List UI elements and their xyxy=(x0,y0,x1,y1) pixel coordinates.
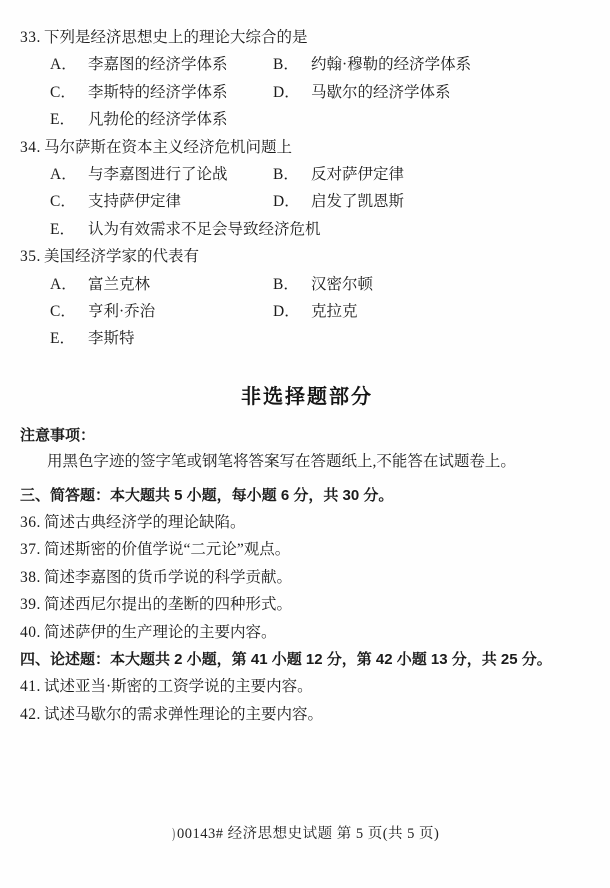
option-label: E． xyxy=(50,330,75,348)
question-text: 简述斯密的价值学说“二元论”观点。 xyxy=(44,541,291,559)
notice-text: 用黑色字迹的签字笔或钢笔将答案写在答题纸上,不能答在试题卷上。 xyxy=(47,452,516,470)
question-stem: 马尔萨斯在资本主义经济危机问题上 xyxy=(44,138,293,156)
option-e xyxy=(50,111,228,128)
option-a xyxy=(50,271,273,298)
option-c xyxy=(50,188,273,215)
option-d xyxy=(273,79,451,106)
question-number: 41. xyxy=(20,678,41,696)
question-text: 试述亚当·斯密的工资学说的主要内容。 xyxy=(44,678,313,696)
question-35-stem-row xyxy=(20,243,594,270)
notice-label: 注意事项： xyxy=(20,426,96,444)
option-label: A． xyxy=(50,165,77,183)
option-a xyxy=(50,51,273,78)
question-39-row xyxy=(20,591,594,618)
option-text: 克拉克 xyxy=(311,302,358,320)
question-35-options-cd xyxy=(20,298,594,325)
option-e xyxy=(50,330,135,347)
question-number: 37. xyxy=(20,541,41,559)
option-d xyxy=(273,188,404,215)
question-text: 简述西尼尔提出的垄断的四种形式。 xyxy=(44,596,293,614)
short-answer-section-header: 三、简答题：本大题共 5 小题，每小题 6 分，共 30 分。 xyxy=(20,486,394,504)
question-number: 33. xyxy=(20,29,41,46)
question-number: 40. xyxy=(20,623,41,641)
question-33-option-e xyxy=(20,106,594,133)
question-33-stem-row xyxy=(20,24,594,51)
question-text: 简述萨伊的生产理论的主要内容。 xyxy=(44,623,277,641)
question-stem: 下列是经济思想史上的理论大综合的是 xyxy=(44,29,308,46)
footer-text: 00143# 经济思想史试题 第 5 页(共 5 页) xyxy=(176,826,440,842)
option-label: C． xyxy=(50,193,76,211)
option-text: 与李嘉图进行了论战 xyxy=(88,165,228,183)
essay-section-header: 四、论述题：本大题共 2 小题，第 41 小题 12 分，第 42 小题 13 分，共 25 分。 xyxy=(20,651,552,669)
question-text: 简述古典经济学的理论缺陷。 xyxy=(44,514,246,532)
question-42-row xyxy=(20,701,594,728)
option-c xyxy=(50,298,273,325)
question-40-row xyxy=(20,619,594,646)
option-label: D． xyxy=(273,302,300,320)
question-text: 简述李嘉图的货币学说的科学贡献。 xyxy=(44,568,293,586)
option-label: E． xyxy=(50,220,75,238)
question-34-options-cd xyxy=(20,188,594,215)
question-number: 35. xyxy=(20,248,41,266)
option-label: B． xyxy=(273,165,299,183)
option-text: 支持萨伊定律 xyxy=(88,193,182,211)
option-label: A． xyxy=(50,56,77,74)
option-b xyxy=(273,51,471,78)
option-label: D． xyxy=(273,193,300,211)
option-label: A． xyxy=(50,275,77,293)
option-text: 李斯特 xyxy=(88,330,135,348)
question-number: 34. xyxy=(20,138,41,156)
question-37-row xyxy=(20,536,594,563)
option-text: 启发了凯恩斯 xyxy=(311,193,405,211)
question-35-options-ab xyxy=(20,271,594,298)
question-34-option-e xyxy=(20,216,594,243)
option-b xyxy=(273,271,373,298)
option-label: B． xyxy=(273,275,299,293)
option-text: 马歇尔的经济学体系 xyxy=(311,83,451,101)
option-label: D． xyxy=(273,83,300,101)
question-number: 38. xyxy=(20,568,41,586)
question-33-options-ab xyxy=(20,51,594,78)
option-d xyxy=(273,298,358,325)
option-label: C． xyxy=(50,83,76,101)
question-36-row xyxy=(20,509,594,536)
option-text: 约翰·穆勒的经济学体系 xyxy=(311,56,472,74)
partial-print-mark: ) xyxy=(171,826,175,842)
question-number: 39. xyxy=(20,596,41,614)
option-text: 富兰克林 xyxy=(88,275,151,293)
option-text: 李斯特的经济学体系 xyxy=(88,83,228,101)
question-34-stem-row xyxy=(20,134,594,161)
question-number: 42. xyxy=(20,705,41,723)
page-footer xyxy=(0,822,610,843)
option-b xyxy=(273,161,404,188)
exam-content xyxy=(20,24,594,728)
option-a xyxy=(50,161,273,188)
question-text: 试述马歇尔的需求弹性理论的主要内容。 xyxy=(44,705,324,723)
option-text: 凡勃伦的经济学体系 xyxy=(88,111,228,129)
option-text: 认为有效需求不足会导致经济危机 xyxy=(88,220,321,238)
option-label: E． xyxy=(50,111,75,129)
section-title: 非选择题部分 xyxy=(241,385,373,408)
question-34-options-ab xyxy=(20,161,594,188)
question-38-row xyxy=(20,564,594,591)
question-41-row xyxy=(20,673,594,700)
option-text: 李嘉图的经济学体系 xyxy=(88,56,228,74)
question-35-option-e xyxy=(20,325,594,352)
option-text: 反对萨伊定律 xyxy=(311,165,405,183)
option-text: 汉密尔顿 xyxy=(311,275,374,293)
option-c xyxy=(50,79,273,106)
option-label: C． xyxy=(50,302,76,320)
question-number: 36. xyxy=(20,514,41,532)
option-e xyxy=(50,221,321,238)
option-label: B． xyxy=(273,56,299,74)
option-text: 亨利·乔治 xyxy=(88,302,156,320)
question-stem: 美国经济学家的代表有 xyxy=(44,248,200,266)
question-33-options-cd xyxy=(20,79,594,106)
